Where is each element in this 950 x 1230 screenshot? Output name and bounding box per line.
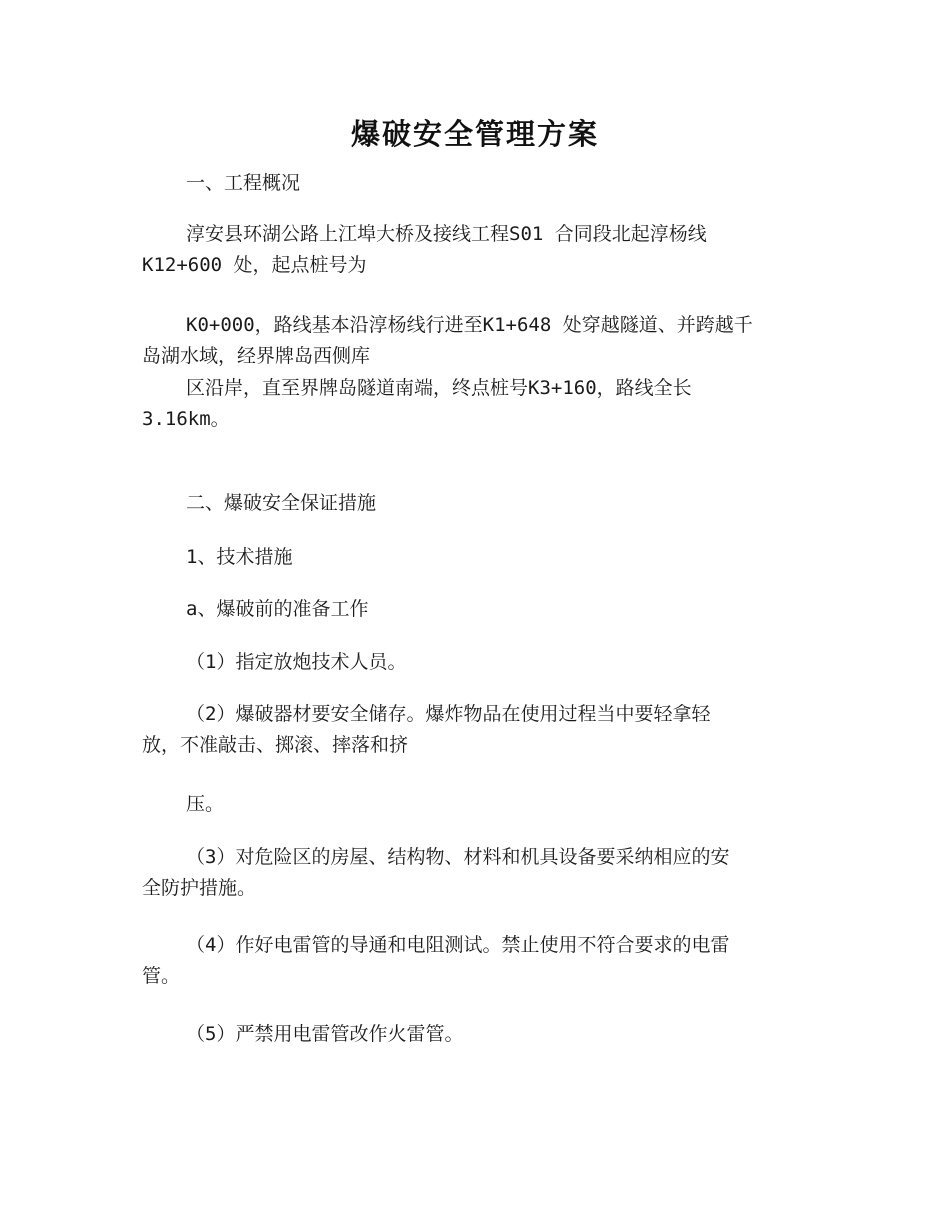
document-title: 爆破安全管理方案: [350, 117, 599, 151]
paragraph-line: 区沿岸，直至界牌岛隧道南端，终点桩号K3+160，路线全长: [186, 377, 692, 399]
paragraph-line: K12+600 处，起点桩号为: [142, 254, 367, 276]
list-item-text: （3）对危险区的房屋、结构物、材料和机具设备要采纳相应的安: [186, 846, 730, 868]
section-heading-text: 二、爆破安全保证措施: [186, 492, 377, 514]
section-heading-safety-measures: [142, 488, 822, 519]
list-item-text: 放，不准敲击、掷滚、摔落和挤: [142, 734, 409, 756]
paragraph-line: 3.16km。: [142, 408, 230, 430]
section-heading-overview: [142, 168, 822, 199]
list-item-3: [142, 842, 822, 904]
paragraph-project-start: [142, 219, 822, 281]
list-item-text: （4）作好电雷管的导通和电阻测试。禁止使用不符合要求的电雷: [186, 934, 730, 956]
list-item-text: 全防护措施。: [142, 877, 257, 899]
subsection-heading-technical: [142, 542, 822, 573]
paragraph-line: K0+000，路线基本沿淳杨线行进至K1+648 处穿越隧道、并跨越千: [186, 314, 753, 336]
list-item-2-continued: [142, 789, 822, 820]
list-item-4: [142, 930, 822, 992]
list-item-text: （2）爆破器材要安全储存。爆炸物品在使用过程当中要轻拿轻: [186, 703, 711, 725]
paragraph-route-end: [142, 373, 822, 435]
list-item-1: [142, 647, 822, 678]
list-item-text: 压。: [186, 793, 225, 815]
list-item-text: （5）严禁用电雷管改作火雷管。: [186, 1023, 464, 1045]
section-heading-text: 一、工程概况: [186, 172, 301, 194]
list-item-2: [142, 699, 822, 761]
list-item-text: 管。: [142, 965, 181, 987]
subsection-heading-preparation: [142, 594, 822, 625]
subsection-heading-text: a、爆破前的准备工作: [186, 598, 369, 620]
subsection-heading-text: 1、技术措施: [186, 546, 293, 568]
paragraph-line: 淳安县环湖公路上江埠大桥及接线工程S01 合同段北起淳杨线: [186, 223, 707, 245]
list-item-5: [142, 1019, 822, 1050]
paragraph-line: 岛湖水域，经界牌岛西侧库: [142, 345, 371, 367]
list-item-text: （1）指定放炮技术人员。: [186, 651, 407, 673]
paragraph-route: [142, 310, 822, 372]
